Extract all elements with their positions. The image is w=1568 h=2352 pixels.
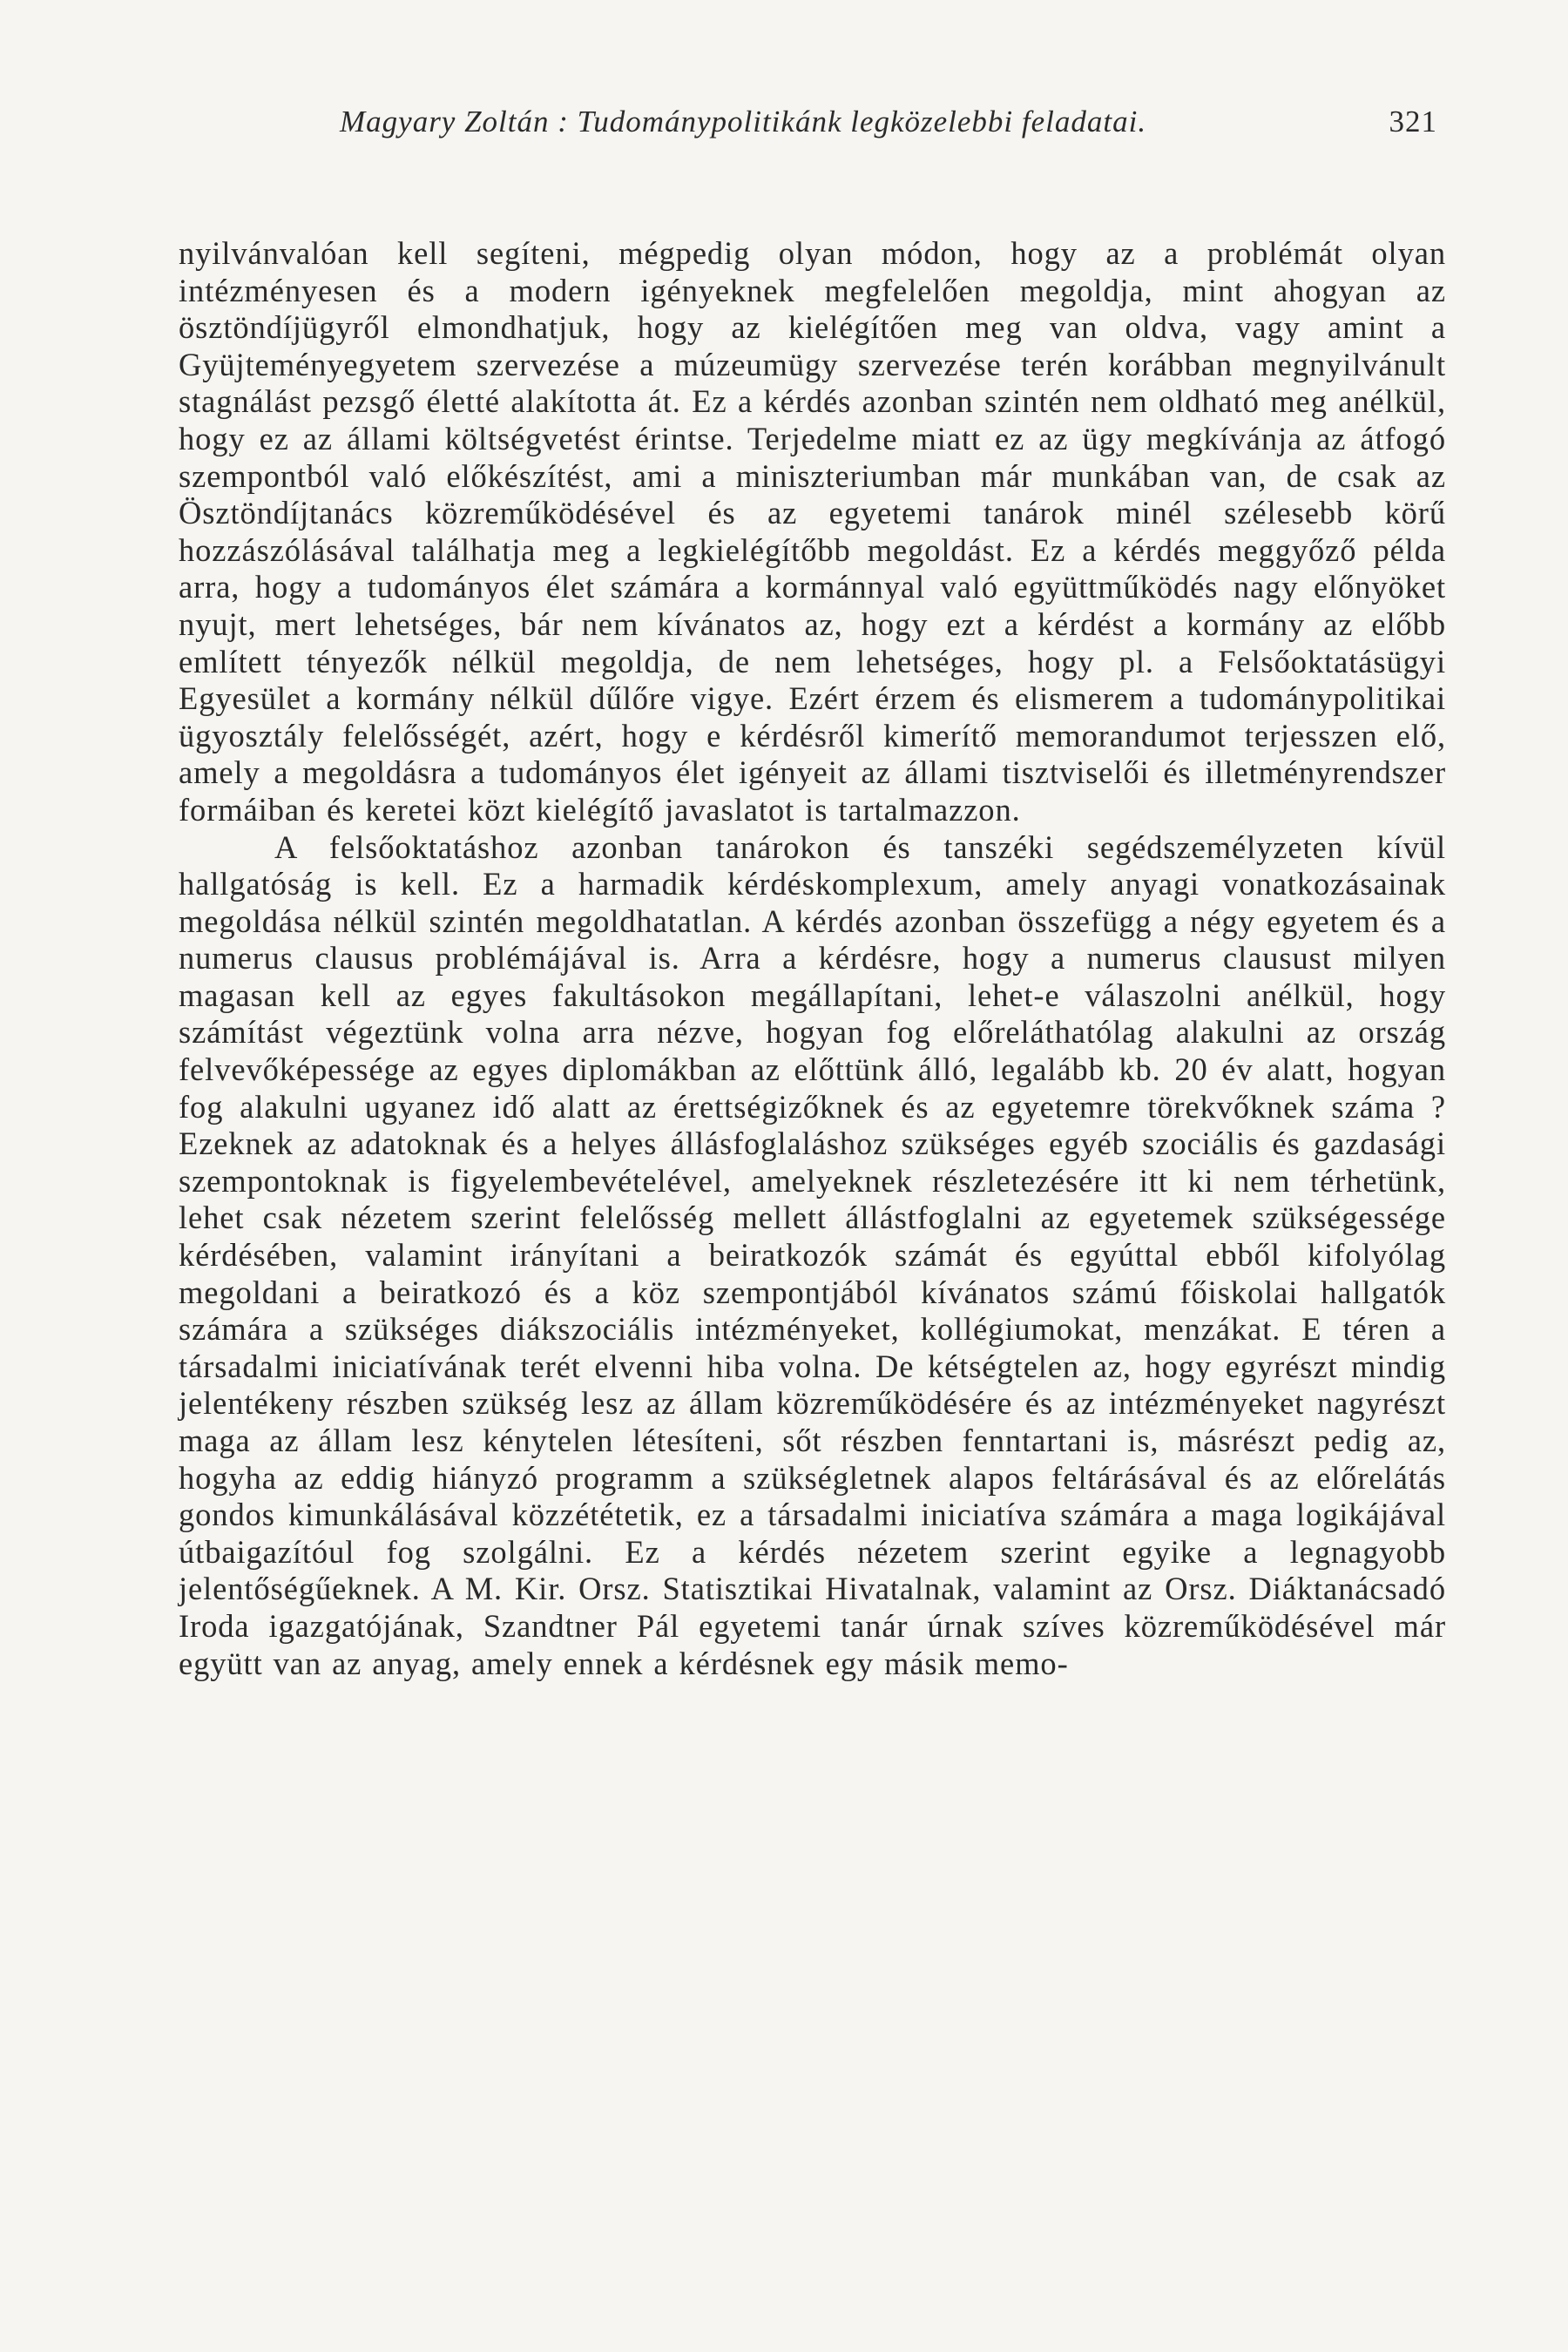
running-head <box>179 105 1446 157</box>
paragraph-2: A felsőoktatáshoz azonban tanárokon és tanszéki segédszemélyzeten kívül hallgatóság is kell. Ez a harmadik kérdéskomplexum, amely anyagi vonatkozásainak megoldása nélkül szintén megoldhatatlan. A kérdés azonban összefügg a négy egyetem és a numerus clausus problémájával is. Arra a kérdésre, hogy a numerus clausust milyen magasan kell az egyes fakultásokon megállapítani, lehet-e válaszolni anélkül, hogy számítást végeztünk volna arra nézve, hogyan fog előreláthatólag alakulni az ország felvevőképessége az egyes diplomákban az előttünk álló, legalább kb. 20 év alatt, hogyan fog alakulni ugyanez idő alatt az érettségizőknek és az egyetemre törekvőknek száma ? Ezeknek az adatoknak és a helyes állásfoglaláshoz szükséges egyéb szociális és gazdasági szempontoknak is figyelembevételével, amelyeknek részletezésére itt ki nem térhetünk, lehet csak nézetem szerint felelősség mellett állástfoglalni az egyetemek szükségessége kérdésében, valamint irányítani a beiratkozók számát és egyúttal ebből kifolyólag megoldani a beiratkozó és a köz szempontjából kívánatos számú főiskolai hallgatók számára a szükséges diákszociális intézményeket, kollégiumokat, menzákat. E téren a társadalmi iniciatívának terét elvenni hiba volna. De kétségtelen az, hogy egyrészt mindig jelentékeny részben szükség lesz az állam közreműködésére és az intézményeket nagyrészt maga az állam lesz kénytelen létesíteni, sőt részben fenntartani is, másrészt pedig az, hogyha az eddig hiányzó programm a szükségletnek alapos feltárásával és az előrelátás gondos kimunkálásával közzététetik, ez a társadalmi iniciatíva számára a maga logikájával útbaigazítóul fog szolgálni. Ez a kérdés nézetem szerint egyike a legnagyobb jelentőségűeknek. A M. Kir. Orsz. Statisztikai Hivatalnak, valamint az Orsz. Diáktanácsadó Iroda igazgatójának, Szandtner Pál egyetemi tanár úrnak szíves közreműködésével már együtt van az anyag, amely ennek a kérdésnek egy másik memo- <box>179 828 1446 1681</box>
book-page <box>179 105 1446 2300</box>
page-number: 321 <box>1389 105 1437 139</box>
running-head-title: Magyary Zoltán : Tudománypolitikánk legközelebbi feladatai. <box>340 105 1147 139</box>
body-text <box>179 235 1446 1682</box>
paragraph-1: nyilvánvalóan kell segíteni, mégpedig olyan módon, hogy az a problémát olyan intézményesen és a modern igényeknek megfelelően megoldja, mint ahogyan az ösztöndíjügyről elmondhatjuk, hogy az kielégítően meg van oldva, vagy amint a Gyüjteményegyetem szervezése a múzeumügy szervezése terén korábban megnyilvánult stagnálást pezsgő életté alakította át. Ez a kérdés azonban szintén nem oldható meg anélkül, hogy ez az állami költségvetést érintse. Terjedelme miatt ez az ügy megkívánja az átfogó szempontból való előkészítést, ami a miniszteriumban már munkában van, de csak az Ösztöndíjtanács közreműködésével és az egyetemi tanárok minél szélesebb körű hozzászólásával találhatja meg a legkielégítőbb megoldást. Ez a kérdés meggyőző példa arra, hogy a tudományos élet számára a kormánnyal való együttműködés nagy előnyöket nyujt, mert lehetséges, bár nem kívánatos az, hogy ezt a kérdést a kormány az előbb említett tényezők nélkül megoldja, de nem lehetséges, hogy pl. a Felsőoktatásügyi Egyesület a kormány nélkül dűlőre vigye. Ezért érzem és elismerem a tudománypolitikai ügyosztály felelősségét, azért, hogy e kérdésről kimerítő memorandumot terjesszen elő, amely a megoldásra a tudományos élet igényeit az állami tisztviselői és illetményrendszer formáiban és keretei közt kielégítő javaslatot is tartalmazzon. <box>179 235 1446 828</box>
